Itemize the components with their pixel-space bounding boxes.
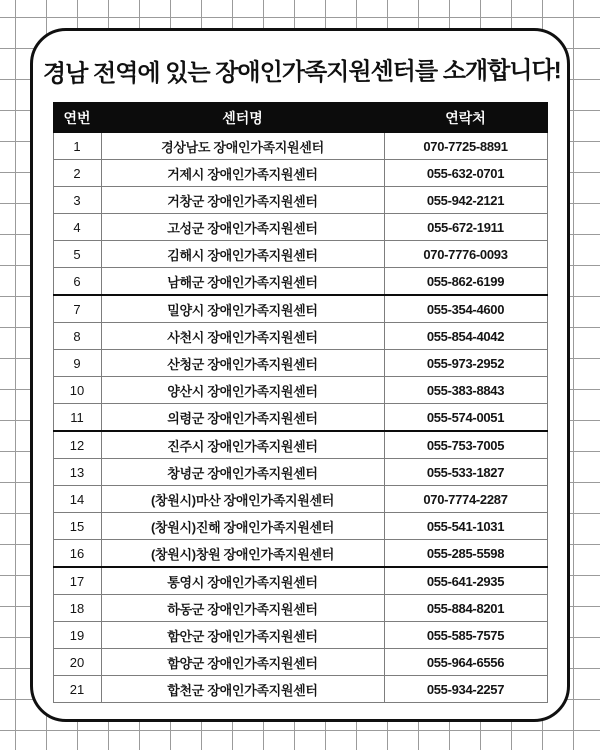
centers-table (53, 102, 548, 703)
cell-no: 14 (53, 486, 101, 513)
cell-phone: 055-533-1827 (384, 459, 547, 486)
cell-name: 창녕군 장애인가족지원센터 (101, 459, 384, 486)
cell-no: 21 (53, 676, 101, 703)
column-header-no: 연번 (53, 103, 101, 133)
table-row (53, 133, 547, 160)
cell-phone: 055-964-6556 (384, 649, 547, 676)
cell-phone: 055-574-0051 (384, 404, 547, 432)
cell-no: 15 (53, 513, 101, 540)
cell-phone: 055-383-8843 (384, 377, 547, 404)
cell-name: 김해시 장애인가족지원센터 (101, 241, 384, 268)
cell-phone: 055-632-0701 (384, 160, 547, 187)
table-row (53, 513, 547, 540)
cell-name: 함양군 장애인가족지원센터 (101, 649, 384, 676)
cell-no: 8 (53, 323, 101, 350)
cell-no: 19 (53, 622, 101, 649)
cell-no: 5 (53, 241, 101, 268)
table-row (53, 622, 547, 649)
cell-phone: 055-285-5598 (384, 540, 547, 568)
centers-table-body (53, 133, 547, 703)
table-row (53, 377, 547, 404)
table-row (53, 486, 547, 513)
table-row (53, 214, 547, 241)
table-row (53, 241, 547, 268)
cell-no: 1 (53, 133, 101, 160)
cell-no: 9 (53, 350, 101, 377)
cell-name: 거제시 장애인가족지원센터 (101, 160, 384, 187)
table-row (53, 567, 547, 595)
cell-name: (창원시)진해 장애인가족지원센터 (101, 513, 384, 540)
table-row (53, 459, 547, 486)
cell-no: 17 (53, 567, 101, 595)
cell-no: 6 (53, 268, 101, 296)
cell-phone: 055-753-7005 (384, 431, 547, 459)
cell-name: 밀양시 장애인가족지원센터 (101, 295, 384, 323)
cell-no: 2 (53, 160, 101, 187)
cell-phone: 055-641-2935 (384, 567, 547, 595)
cell-phone: 055-541-1031 (384, 513, 547, 540)
cell-phone: 055-934-2257 (384, 676, 547, 703)
cell-name: 사천시 장애인가족지원센터 (101, 323, 384, 350)
cell-no: 10 (53, 377, 101, 404)
cell-name: 통영시 장애인가족지원센터 (101, 567, 384, 595)
cell-name: 의령군 장애인가족지원센터 (101, 404, 384, 432)
table-row (53, 540, 547, 568)
cell-name: 산청군 장애인가족지원센터 (101, 350, 384, 377)
cell-no: 4 (53, 214, 101, 241)
cell-phone: 070-7776-0093 (384, 241, 547, 268)
table-row (53, 404, 547, 432)
cell-no: 7 (53, 295, 101, 323)
cell-name: 고성군 장애인가족지원센터 (101, 214, 384, 241)
cell-name: (창원시)마산 장애인가족지원센터 (101, 486, 384, 513)
header-row (53, 103, 547, 133)
table-row (53, 350, 547, 377)
cell-phone: 055-672-1911 (384, 214, 547, 241)
table-row (53, 160, 547, 187)
cell-phone: 055-862-6199 (384, 268, 547, 296)
cell-no: 16 (53, 540, 101, 568)
table-row (53, 676, 547, 703)
cell-name: 함안군 장애인가족지원센터 (101, 622, 384, 649)
cell-name: 합천군 장애인가족지원센터 (101, 676, 384, 703)
table-row (53, 595, 547, 622)
table-row (53, 268, 547, 296)
info-card (30, 28, 570, 722)
cell-name: (창원시)창원 장애인가족지원센터 (101, 540, 384, 568)
cell-no: 13 (53, 459, 101, 486)
cell-name: 진주시 장애인가족지원센터 (101, 431, 384, 459)
cell-phone: 055-884-8201 (384, 595, 547, 622)
table-row (53, 295, 547, 323)
cell-phone: 055-942-2121 (384, 187, 547, 214)
page-title: 경남 전역에 있는 장애인가족지원센터를 소개합니다! (42, 57, 561, 88)
cell-name: 하동군 장애인가족지원센터 (101, 595, 384, 622)
cell-phone: 055-973-2952 (384, 350, 547, 377)
cell-phone: 070-7774-2287 (384, 486, 547, 513)
table-row (53, 431, 547, 459)
table-row (53, 649, 547, 676)
column-header-phone: 연락처 (384, 103, 547, 133)
cell-no: 3 (53, 187, 101, 214)
cell-name: 양산시 장애인가족지원센터 (101, 377, 384, 404)
cell-no: 12 (53, 431, 101, 459)
cell-no: 18 (53, 595, 101, 622)
cell-phone: 070-7725-8891 (384, 133, 547, 160)
cell-phone: 055-354-4600 (384, 295, 547, 323)
cell-phone: 055-585-7575 (384, 622, 547, 649)
cell-name: 남해군 장애인가족지원센터 (101, 268, 384, 296)
cell-name: 경상남도 장애인가족지원센터 (101, 133, 384, 160)
cell-no: 20 (53, 649, 101, 676)
column-header-name: 센터명 (101, 103, 384, 133)
cell-name: 거창군 장애인가족지원센터 (101, 187, 384, 214)
cell-phone: 055-854-4042 (384, 323, 547, 350)
table-row (53, 187, 547, 214)
cell-no: 11 (53, 404, 101, 432)
table-row (53, 323, 547, 350)
